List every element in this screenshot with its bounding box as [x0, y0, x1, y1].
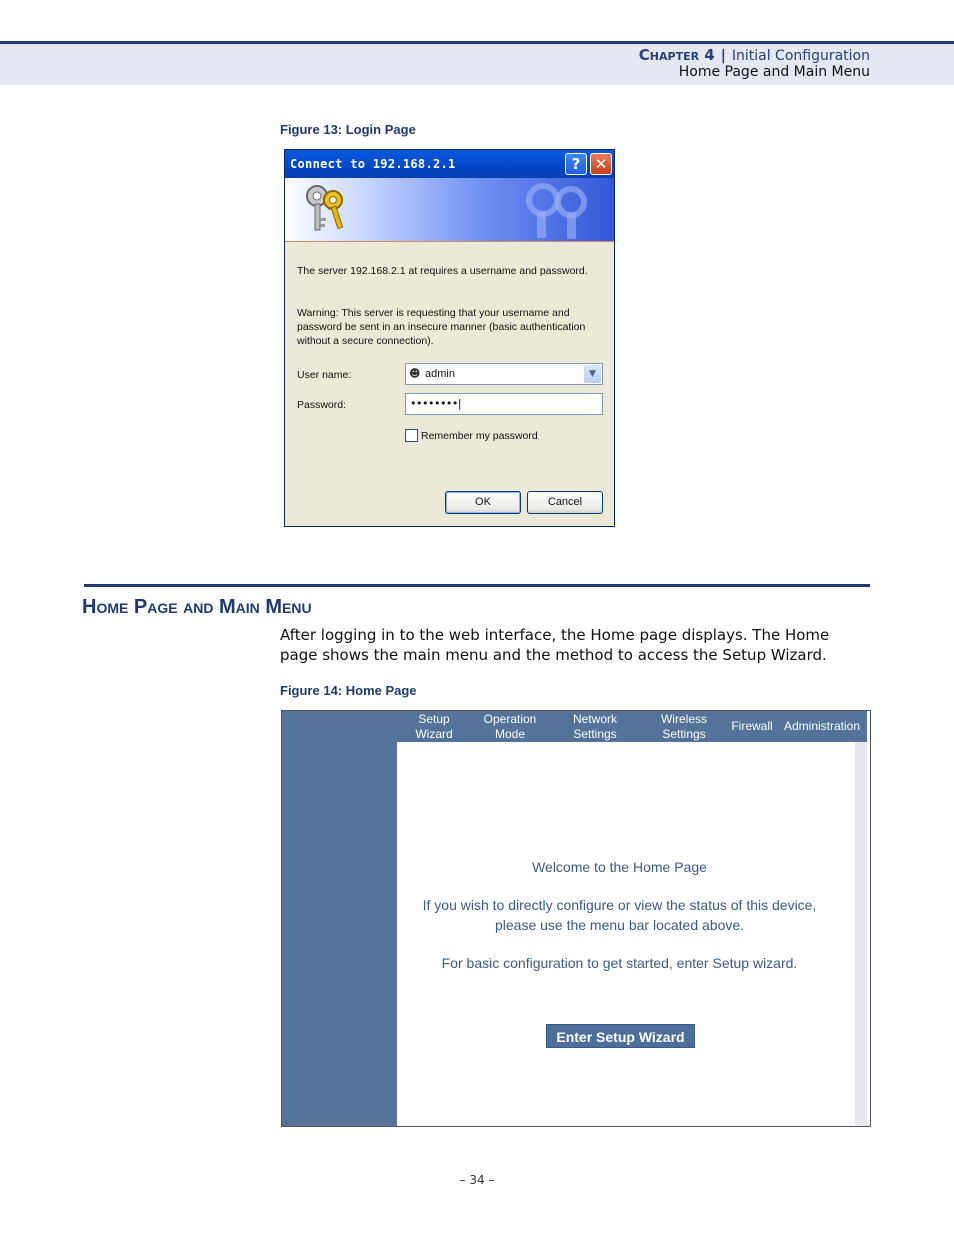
username-value: admin [425, 368, 455, 380]
header-chapter [639, 46, 870, 64]
instructions-line-2: please use the menu bar located above. [494, 917, 745, 933]
dialog-warning: Warning: This server is requesting that your username and password be sent in an insecure manner (basic authentication without a secure connection). [297, 307, 586, 347]
help-button[interactable] [565, 153, 587, 175]
keys-watermark-icon [513, 180, 603, 240]
page-number: – 34 – [459, 1173, 495, 1187]
remember-password-label: Remember my password [421, 430, 538, 442]
password-field[interactable] [405, 393, 603, 415]
instructions-line-1: If you wish to directly configure or view the status of this device, [422, 897, 817, 913]
close-button[interactable] [590, 153, 612, 175]
figure-13-caption: Figure 13: Login Page [280, 122, 416, 137]
home-page-screenshot [281, 710, 871, 1127]
ok-button[interactable]: OK [445, 491, 521, 514]
password-label: Password: [297, 399, 347, 411]
username-combobox[interactable] [405, 363, 603, 385]
dialog-title: Connect to 192.168.2.1 [290, 157, 456, 171]
header-separator: | [720, 48, 726, 64]
enter-setup-wizard-button[interactable]: Enter Setup Wizard [546, 1024, 695, 1048]
menu-setup-wizard[interactable]: Setup Wizard [415, 712, 453, 741]
chapter-label: Chapter 4 [638, 46, 715, 64]
basic-config-text: For basic configuration to get started, enter Setup wizard. [441, 955, 798, 971]
cancel-button[interactable]: Cancel [527, 491, 603, 514]
help-icon: ? [571, 155, 581, 173]
header-section-title: Home Page and Main Menu [678, 64, 870, 80]
remember-password-checkbox[interactable] [405, 429, 418, 442]
section-rule [84, 584, 870, 587]
menu-firewall[interactable]: Firewall [731, 719, 773, 733]
home-sidebar [282, 711, 397, 1126]
menu-administration[interactable]: Administration [783, 719, 861, 733]
dialog-banner [285, 178, 615, 242]
dialog-message: The server 192.168.2.1 at requires a username and password. [297, 265, 588, 277]
section-body: After logging in to the web interface, the Home page displays. The Home page shows the main menu and the method to access the Setup Wizard. [280, 626, 830, 664]
login-dialog [284, 149, 615, 527]
menu-network-settings[interactable]: Network Settings [572, 712, 617, 741]
welcome-text: Welcome to the Home Page [532, 859, 707, 875]
username-label: User name: [297, 369, 352, 381]
section-heading: Home Page and Main Menu [82, 596, 312, 618]
password-value: ••••••••| [410, 397, 462, 410]
home-scrollbar[interactable] [855, 742, 867, 1126]
close-icon: ✕ [594, 155, 608, 173]
chapter-title: Initial Configuration [731, 48, 870, 64]
dialog-titlebar[interactable] [285, 150, 615, 178]
figure-14-caption: Figure 14: Home Page [280, 683, 417, 698]
menu-wireless-settings[interactable]: Wireless Settings [660, 712, 707, 741]
keys-icon [303, 182, 353, 236]
chevron-down-icon[interactable]: ▼ [584, 365, 601, 383]
menu-operation-mode[interactable]: Operation Mode [483, 712, 537, 741]
user-icon: ☻ [409, 367, 421, 380]
